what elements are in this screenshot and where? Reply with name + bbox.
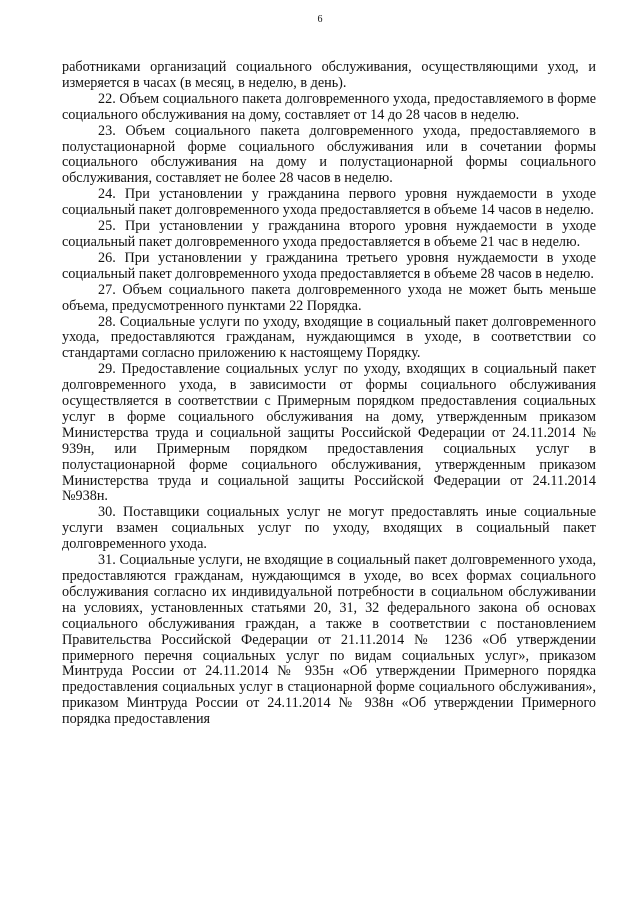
paragraph-continuation: работниками организаций социального обслуживания, осуществляющими уход, и измеряется в часах (в месяц, в неделю, в день). bbox=[62, 59, 596, 91]
paragraph-29: 29. Предоставление социальных услуг по уходу, входящих в социальный пакет долговременного ухода, в зависимости от формы социального обслуживания осуществляется в соответствии с Примерным порядком предоставления социальных услуг в форме социального обслуживания на дому, утвержденным приказом Министерства труда и социальной защиты Российской Федерации от 24.11.2014 № 939н, или Примерным порядком предоставления социальных услуг в полустационарной форме социального обслуживания, утвержденным приказом Министерства труда и социальной защиты Российской Федерации от 24.11.2014 №938н. bbox=[62, 361, 596, 505]
page-number: 6 bbox=[317, 14, 323, 25]
paragraph-25: 25. При установлении у гражданина второго уровня нуждаемости в уходе социальный пакет долговременного ухода предоставляется в объеме 21 час в неделю. bbox=[62, 218, 596, 250]
paragraph-27: 27. Объем социального пакета долговременного ухода не может быть меньше объема, предусмотренного пунктами 22 Порядка. bbox=[62, 281, 596, 314]
paragraph-23: 23. Объем социального пакета долговременного ухода, предоставляемого в полустационарной форме социального обслуживания или в сочетании формы социального обслуживания на дому и полустационарной формы социального обслуживания, составляет не более 28 часов в неделю. bbox=[62, 122, 596, 187]
paragraph-22: 22. Объем социального пакета долговременного ухода, предоставляемого в форме социального обслуживания на дому, составляет от 14 до 28 часов в неделю. bbox=[62, 90, 596, 123]
paragraph-30: 30. Поставщики социальных услуг не могут предоставлять иные социальные услуги взамен социальных услуг по уходу, входящих в социальный пакет долговременного ухода. bbox=[62, 504, 596, 553]
document-body bbox=[62, 60, 596, 728]
paragraph-28: 28. Социальные услуги по уходу, входящие в социальный пакет долговременного ухода, предоставляются гражданам, нуждающимся в уходе, в соответствии со стандартами согласно приложению к настоящему Порядку. bbox=[62, 313, 596, 362]
paragraph-26: 26. При установлении у гражданина третьего уровня нуждаемости в уходе социальный пакет долговременного ухода предоставляется в объеме 28 часов в неделю. bbox=[62, 249, 596, 282]
paragraph-31: 31. Социальные услуги, не входящие в социальный пакет долговременного ухода, предоставляются гражданам, нуждающимся в уходе, во всех формах социального обслуживания согласно их индивидуальной потребности в социальном обслуживании на условиях, установленных статьями 20, 31, 32 федерального закона об основах социального обслуживания граждан, а также в соответствии с постановлением Правительства Российской Федерации от 21.11.2014 № 1236 «Об утверждении примерного перечня социальных услуг по видам социальных услуг», приказом Минтруда России от 24.11.2014 № 935н «Об утверждении Примерного порядка предоставления социальных услуг в стационарной форме социального обслуживания», приказом Минтруда России от 24.11.2014 № 938н «Об утверждении Примерного порядка предоставления bbox=[62, 552, 596, 728]
paragraph-24: 24. При установлении у гражданина первого уровня нуждаемости в уходе социальный пакет долговременного ухода предоставляется в объеме 14 часов в неделю. bbox=[62, 186, 596, 219]
